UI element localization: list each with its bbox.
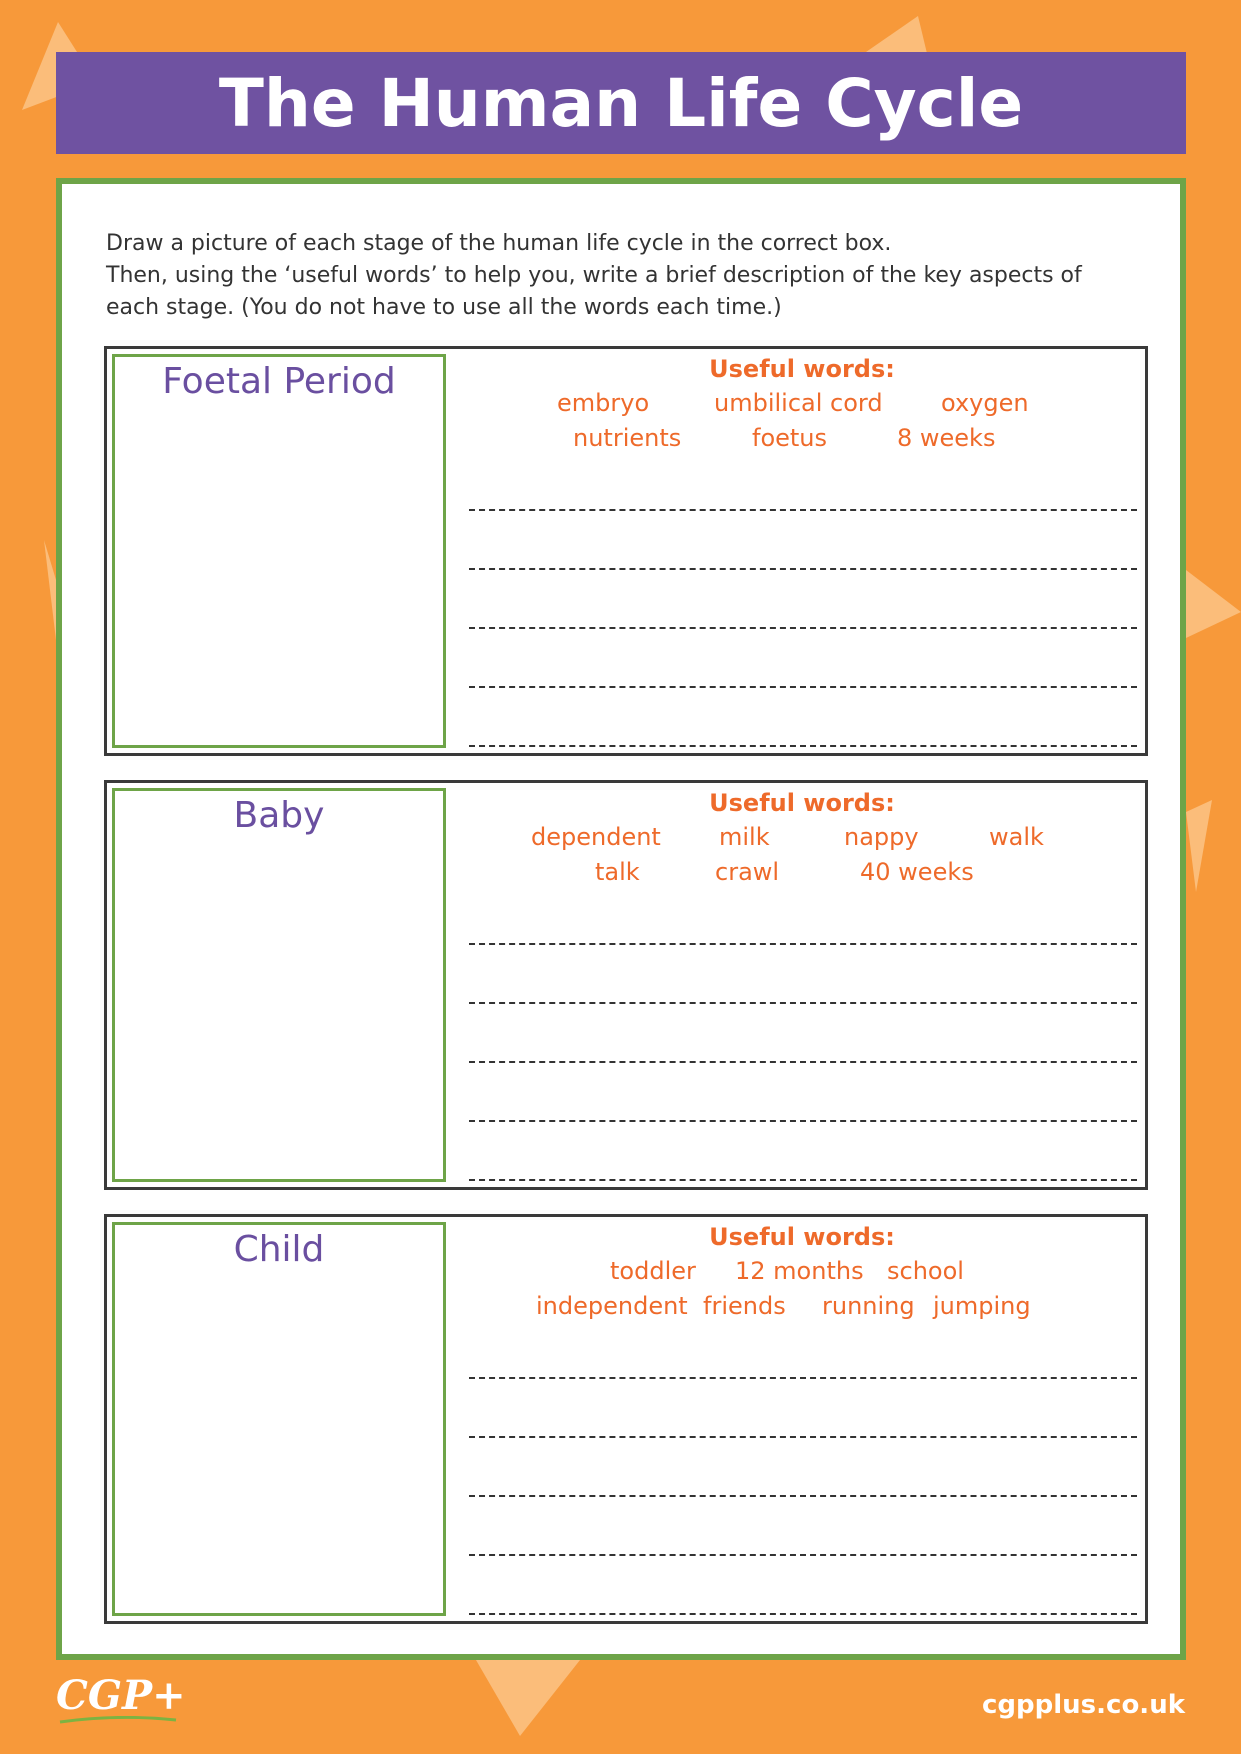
useful-word: toddler bbox=[610, 1257, 696, 1285]
useful-word: embryo bbox=[557, 389, 650, 417]
decor-triangle bbox=[476, 1660, 580, 1736]
stage-title: Foetal Period bbox=[162, 361, 396, 402]
writing-line[interactable] bbox=[469, 686, 1137, 688]
useful-word: nutrients bbox=[573, 424, 682, 452]
writing-line[interactable] bbox=[469, 509, 1137, 511]
page-title: The Human Life Cycle bbox=[218, 64, 1024, 142]
instruction-line: Then, using the ‘useful words’ to help you, write a brief description of the key aspects of bbox=[106, 263, 1082, 288]
writing-line[interactable] bbox=[469, 1002, 1137, 1004]
useful-words-label: Useful words: bbox=[709, 1223, 895, 1251]
drawing-box[interactable] bbox=[112, 1222, 446, 1616]
useful-word: nappy bbox=[844, 823, 919, 851]
writing-line[interactable] bbox=[469, 943, 1137, 945]
useful-words-label: Useful words: bbox=[709, 789, 895, 817]
stage-baby bbox=[104, 780, 1148, 1190]
drawing-box[interactable] bbox=[112, 788, 446, 1182]
writing-line[interactable] bbox=[469, 1436, 1137, 1438]
footer-url[interactable]: cgpplus.co.uk bbox=[982, 1690, 1185, 1720]
title-banner bbox=[56, 52, 1186, 154]
writing-line[interactable] bbox=[469, 627, 1137, 629]
useful-word: crawl bbox=[715, 858, 780, 886]
stage-title: Child bbox=[233, 1229, 325, 1270]
useful-word: milk bbox=[719, 823, 770, 851]
useful-word: dependent bbox=[531, 823, 661, 851]
writing-line[interactable] bbox=[469, 1120, 1137, 1122]
stage-child bbox=[104, 1214, 1148, 1624]
useful-word: walk bbox=[989, 823, 1044, 851]
useful-word: 8 weeks bbox=[897, 424, 996, 452]
useful-word: independent bbox=[536, 1292, 688, 1320]
writing-line[interactable] bbox=[469, 568, 1137, 570]
worksheet bbox=[56, 178, 1186, 1660]
writing-line[interactable] bbox=[469, 1377, 1137, 1379]
instruction-line: each stage. (You do not have to use all the words each time.) bbox=[106, 295, 782, 320]
writing-line[interactable] bbox=[469, 1061, 1137, 1063]
decor-triangle bbox=[1186, 570, 1241, 638]
writing-line[interactable] bbox=[469, 745, 1137, 747]
useful-word: foetus bbox=[752, 424, 828, 452]
useful-words-label: Useful words: bbox=[709, 355, 895, 383]
useful-word: 40 weeks bbox=[860, 858, 974, 886]
writing-line[interactable] bbox=[469, 1179, 1137, 1181]
useful-word: running bbox=[822, 1292, 915, 1320]
instruction-line: Draw a picture of each stage of the human life cycle in the correct box. bbox=[106, 231, 892, 256]
logo-swoosh bbox=[58, 1716, 178, 1724]
writing-line[interactable] bbox=[469, 1554, 1137, 1556]
useful-word: 12 months bbox=[735, 1257, 864, 1285]
decor-triangle bbox=[1186, 800, 1212, 892]
useful-word: umbilical cord bbox=[714, 389, 883, 417]
drawing-box[interactable] bbox=[112, 354, 446, 748]
cgp-logo: CGP+ bbox=[56, 1672, 186, 1719]
useful-word: friends bbox=[703, 1292, 786, 1320]
instructions bbox=[106, 228, 1116, 324]
writing-line[interactable] bbox=[469, 1495, 1137, 1497]
writing-line[interactable] bbox=[469, 1613, 1137, 1615]
useful-word: talk bbox=[595, 858, 640, 886]
decor-triangle bbox=[44, 540, 56, 640]
useful-word: school bbox=[887, 1257, 964, 1285]
stage-foetal-period bbox=[104, 346, 1148, 756]
stage-title: Baby bbox=[233, 795, 325, 836]
useful-word: jumping bbox=[933, 1292, 1031, 1320]
useful-word: oxygen bbox=[941, 389, 1029, 417]
